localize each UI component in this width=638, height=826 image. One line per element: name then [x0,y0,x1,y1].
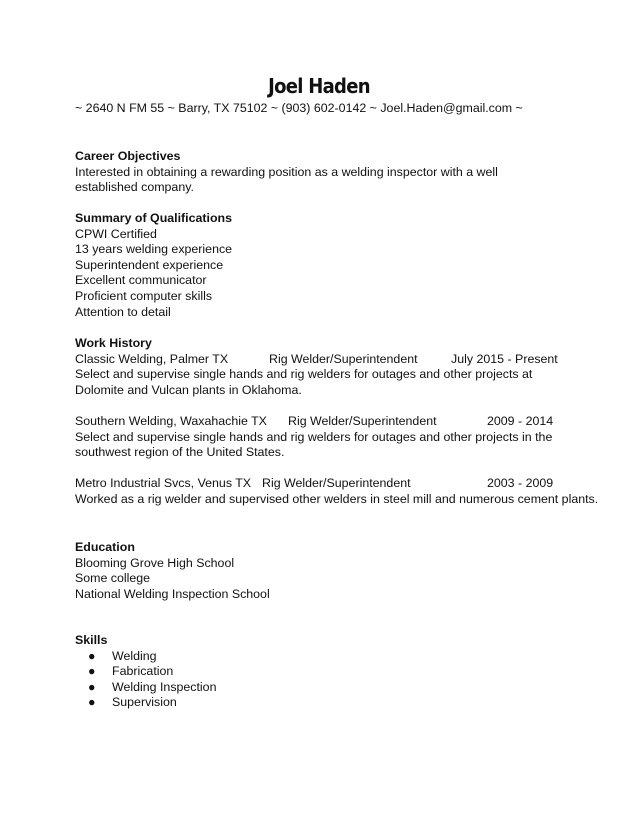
skill-label: Fabrication [112,664,174,679]
job-entry [75,476,599,507]
qualification-item: Excellent communicator [75,273,207,288]
skill-label: Welding [112,648,157,663]
qualification-item: Attention to detail [75,304,171,319]
education-section [75,540,575,602]
skills-list [75,649,575,711]
work-history-section [75,336,599,508]
skills-section [75,633,575,711]
job-entry [75,414,575,461]
list-item [75,664,575,680]
qualification-item: CPWI Certified [75,226,157,241]
job-header [75,414,575,430]
contact-line: ~ 2640 N FM 55 ~ Barry, TX 75102 ~ (903) 602-0142 ~ Joel.Haden@gmail.com ~ [75,101,523,115]
qualifications-section [75,211,575,320]
education-heading: Education [75,540,135,554]
bullet-icon: ● [88,664,96,679]
job-header [75,476,575,492]
job-title: Rig Welder/Superintendent [262,476,411,491]
education-item: National Welding Inspection School [75,586,270,601]
skills-heading: Skills [75,633,108,647]
job-header [75,352,575,368]
bullet-icon: ● [88,679,96,694]
job-title: Rig Welder/Superintendent [269,351,418,366]
qualifications-heading: Summary of Qualifications [75,211,232,225]
list-item [75,649,575,665]
qualification-item: Superintendent experience [75,257,224,272]
job-title: Rig Welder/Superintendent [288,413,437,428]
work-history-heading: Work History [75,336,152,350]
education-item: Blooming Grove High School [75,555,235,570]
career-objectives-heading: Career Objectives [75,149,181,163]
job-employer: Classic Welding, Palmer TX [75,351,229,366]
skill-label: Supervision [112,695,177,710]
education-item: Some college [75,571,151,586]
resume-name: Joel Haden [268,74,370,98]
job-employer: Southern Welding, Waxahachie TX [75,413,267,428]
job-entry [75,352,575,399]
job-dates: 2003 - 2009 [487,476,554,491]
job-dates: 2009 - 2014 [487,413,554,428]
bullet-icon: ● [88,695,96,710]
job-description: Select and supervise single hands and rig welders for outages and other projects at Dolomite and Vulcan plants in Oklahoma. [75,367,533,397]
career-objectives-text: Interested in obtaining a rewarding position as a welding inspector with a well established company. [75,164,498,195]
bullet-icon: ● [88,648,96,663]
qualification-item: 13 years welding experience [75,242,233,257]
qualification-item: Proficient computer skills [75,288,213,303]
job-description: Worked as a rig welder and supervised other welders in steel mill and numerous cement plants. [75,491,599,506]
job-dates: July 2015 - Present [451,351,558,366]
job-description: Select and supervise single hands and rig welders for outages and other projects in the southwest region of the United States. [75,429,553,460]
list-item [75,680,575,696]
job-employer: Metro Industrial Svcs, Venus TX [75,476,252,491]
list-item [75,695,575,711]
skill-label: Welding Inspection [112,679,217,694]
career-objectives-section [75,149,575,196]
